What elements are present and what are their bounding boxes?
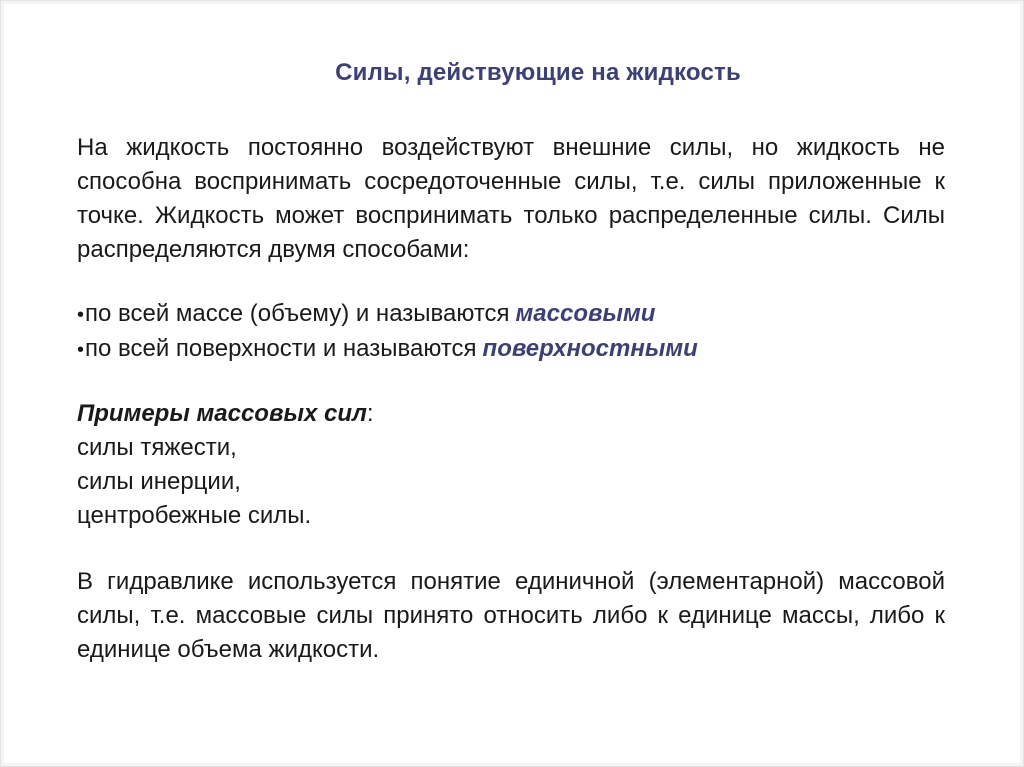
bullet-icon: •	[77, 339, 85, 361]
example-item: центробежные силы.	[77, 502, 312, 529]
final-paragraph: В гидравлике используется понятие единичной (элементарной) массовой силы, т.е. массовые силы принято относить либо к единице массы, либо к единице объема жидкости.	[77, 568, 945, 663]
bullet-icon: •	[77, 304, 85, 326]
examples-heading-line	[77, 397, 945, 431]
example-item: силы тяжести,	[77, 434, 237, 461]
examples-heading: Примеры массовых сил	[77, 400, 367, 427]
slide-title: Силы, действующие на жидкость	[335, 59, 741, 86]
term-surface-forces: поверхностными	[482, 335, 698, 362]
list-item-mass	[77, 297, 945, 332]
examples-block	[77, 397, 945, 533]
examples-colon: :	[366, 400, 374, 427]
term-mass-forces: массовыми	[515, 300, 656, 327]
example-item: силы инерции,	[77, 468, 241, 495]
force-distribution-list	[77, 297, 945, 367]
slide-content	[77, 131, 945, 667]
list-item-text: по всей поверхности и называются	[85, 335, 477, 362]
list-item-text: по всей массе (объему) и называются	[85, 300, 510, 327]
intro-paragraph: На жидкость постоянно воздействуют внешние силы, но жидкость не способна воспринимать сосредоточенные силы, т.е. силы приложенные к точке. Жидкость может воспринимать только распределенные силы. Силы распределяются двумя способами:	[77, 134, 945, 263]
list-item-surface	[77, 332, 945, 367]
